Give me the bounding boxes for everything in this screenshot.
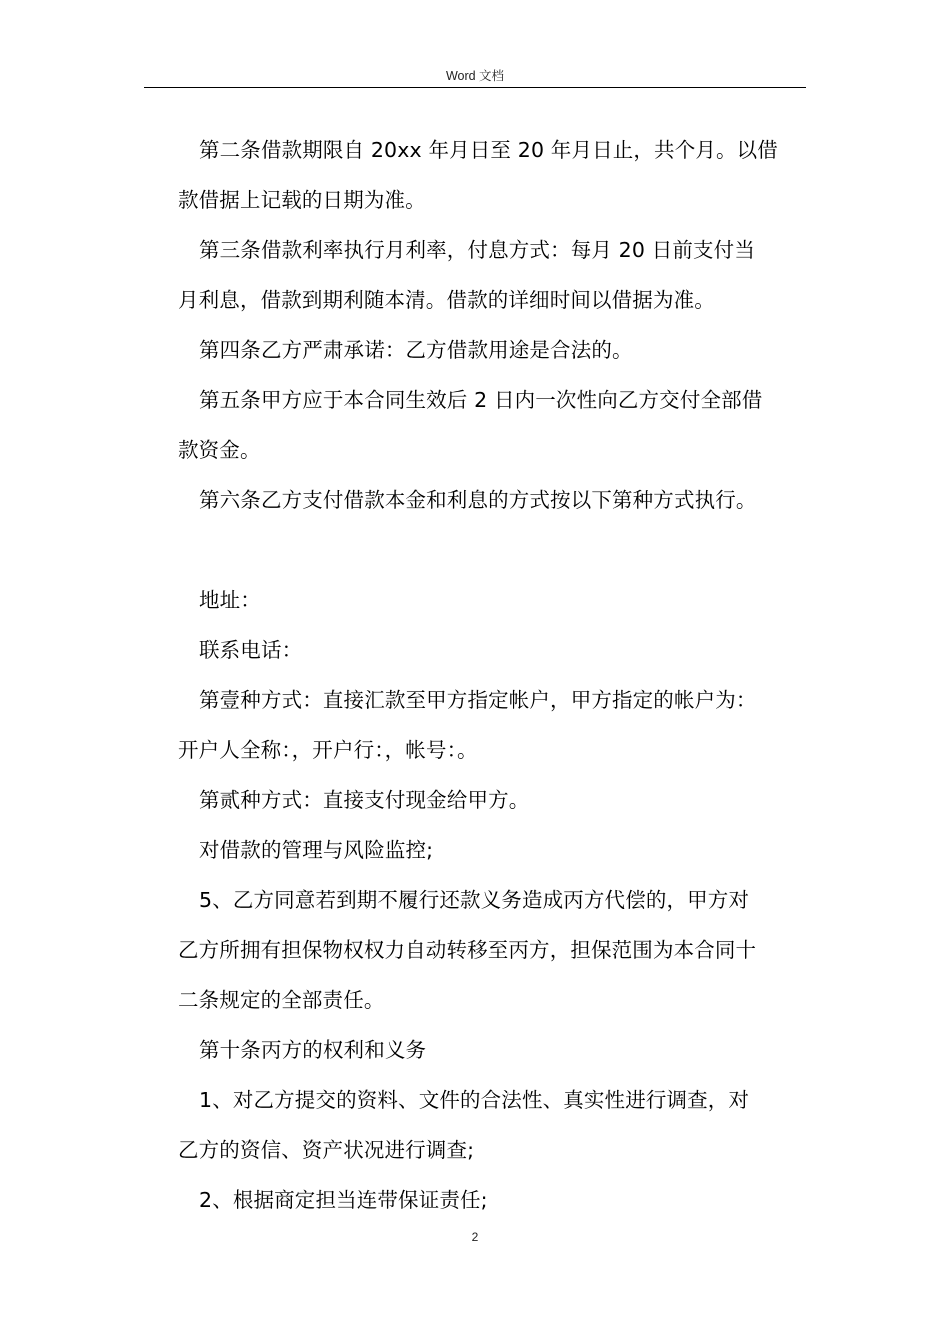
paragraph-line: 款资金。	[178, 438, 261, 462]
paragraph-line: 地址：	[199, 588, 261, 612]
paragraph-line: 第三条借款利率执行月利率，付息方式：每月 20 日前支付当	[199, 238, 755, 262]
paragraph-line: 第十条丙方的权利和义务	[199, 1038, 427, 1062]
paragraph-line: 第二条借款期限自 20xx 年月日至 20 年月日止，共个月。以借	[199, 138, 778, 162]
paragraph-line: 第四条乙方严肃承诺：乙方借款用途是合法的。	[199, 338, 633, 362]
paragraph-line: 第壹种方式：直接汇款至甲方指定帐户，甲方指定的帐户为：	[199, 688, 757, 712]
paragraph-line: 1、对乙方提交的资料、文件的合法性、真实性进行调查，对	[199, 1088, 750, 1112]
page-number: 2	[471, 1230, 479, 1244]
paragraph-line: 乙方所拥有担保物权权力自动转移至丙方，担保范围为本合同十	[178, 938, 757, 962]
page-header-title: Word 文档	[445, 69, 505, 83]
paragraph-line: 第贰种方式：直接支付现金给甲方。	[199, 788, 530, 812]
header-divider	[144, 87, 806, 88]
paragraph-line: 第五条甲方应于本合同生效后 2 日内一次性向乙方交付全部借	[199, 388, 763, 412]
paragraph-line: 2、根据商定担当连带保证责任;	[199, 1188, 488, 1212]
paragraph-line: 对借款的管理与风险监控;	[199, 838, 434, 862]
paragraph-line: 月利息，借款到期利随本清。借款的详细时间以借据为准。	[178, 288, 715, 312]
paragraph-line: 乙方的资信、资产状况进行调查;	[178, 1138, 475, 1162]
paragraph-line: 联系电话：	[199, 638, 303, 662]
paragraph-line: 5、乙方同意若到期不履行还款义务造成丙方代偿的，甲方对	[199, 888, 750, 912]
paragraph-line: 开户人全称：，开户行：，帐号：。	[178, 738, 478, 762]
paragraph-line: 第六条乙方支付借款本金和利息的方式按以下第种方式执行。	[199, 488, 757, 512]
paragraph-line: 二条规定的全部责任。	[178, 988, 385, 1012]
paragraph-line: 款借据上记载的日期为准。	[178, 188, 426, 212]
